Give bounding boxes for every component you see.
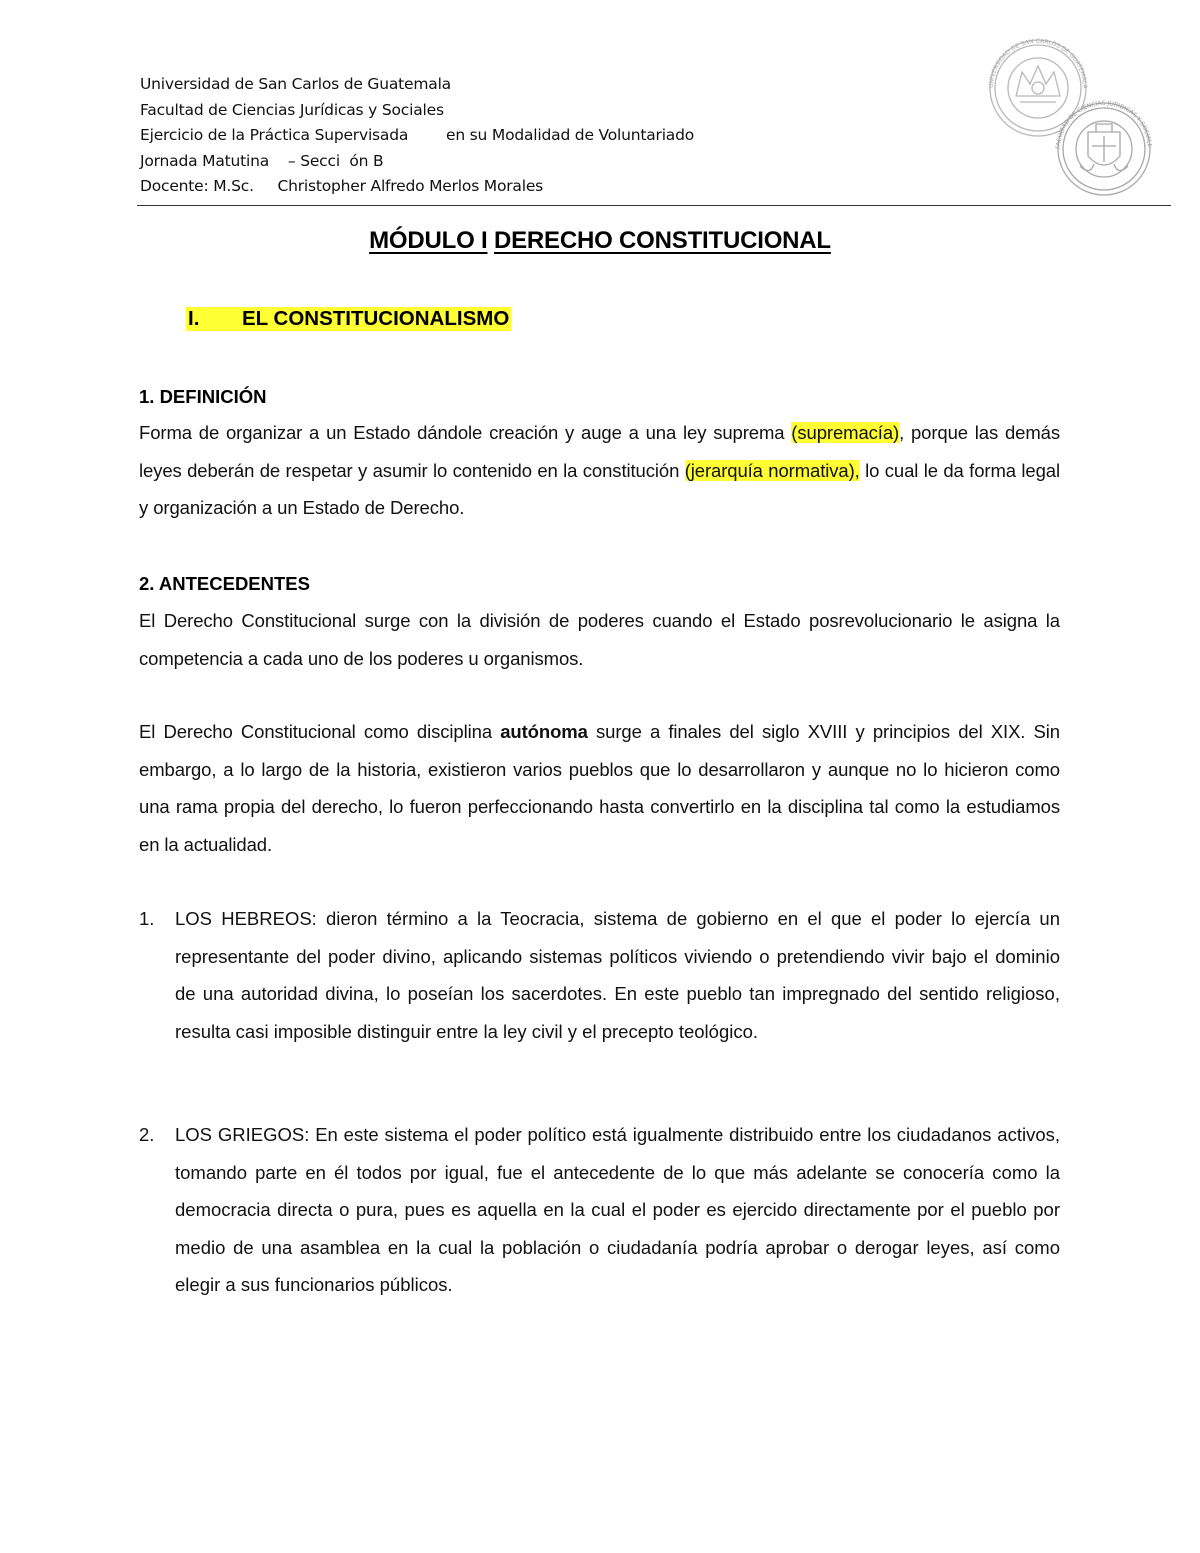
university-seals bbox=[972, 36, 1152, 206]
list-item-text: LOS GRIEGOS: En este sistema el poder político está igualmente distribuido entre los ciudadanos activos, tomando parte en él todos por igual, fue el antecedente de lo que más adelante se conocería como la democracia directa o pura, pues es aquella en la cual el poder es ejercido directamente por el pueblo por medio de una asamblea en la cual la población o ciudadanía podría aprobar o derogar leyes, así como elegir a sus funcionarios públicos. bbox=[175, 1124, 1060, 1296]
list-item-text: LOS HEBREOS: dieron término a la Teocracia, sistema de gobierno en el que el poder lo ejercía un representante del poder divino, aplicando sistemas políticos viviendo o pretendiendo vivir bajo el dominio de una autoridad divina, lo poseían los sacerdotes. En este pueblo tan impregnado del sentido religioso, resulta casi imposible distinguir entre la ley civil y el precepto teológico. bbox=[175, 908, 1060, 1042]
header-divider bbox=[137, 205, 1171, 206]
title-subject: DERECHO CONSTITUCIONAL bbox=[493, 227, 831, 254]
definicion-text-b: , porque las demás leyes deberán de respetar y asumir lo contenido en la constitución bbox=[139, 422, 1060, 481]
definicion-text-c: lo cual le da forma legal y organización a un Estado de Derecho. bbox=[139, 459, 1060, 519]
page-title bbox=[0, 227, 1200, 255]
antecedentes-paragraph-2 bbox=[139, 713, 1060, 863]
list-item bbox=[139, 1116, 1060, 1304]
list-item bbox=[139, 900, 1060, 1050]
seal1-text: UNIVERSIDAD DE SAN CARLOS DE GUATEMALA bbox=[987, 37, 1089, 89]
header-schedule: Jornada Matutina – Secci ón B bbox=[140, 151, 384, 170]
antecedentes-heading: 2. ANTECEDENTES bbox=[139, 573, 310, 594]
header-university: Universidad de San Carlos de Guatemala bbox=[140, 75, 451, 93]
antecedentes-p2-a: El Derecho Constitucional como disciplina bbox=[139, 721, 501, 742]
antecedentes-paragraph-1: El Derecho Constitucional surge con la división de poderes cuando el Estado posrevolucionario le asigna la competencia a cada uno de los poderes u organismos. bbox=[139, 610, 1060, 669]
seal-logo-icon bbox=[972, 36, 1152, 206]
highlight-jerarquia: (jerarquía normativa), bbox=[684, 459, 860, 481]
antecedentes-p2-bold: autónoma bbox=[500, 721, 588, 742]
header-teacher: Docente: M.Sc. Christopher Alfredo Merlos Morales bbox=[140, 177, 544, 195]
seal2-text: FACULTAD DE CIENCIAS JURIDICAS Y SOCIAL bbox=[1054, 99, 1152, 150]
list-item-number: 1. bbox=[139, 908, 155, 929]
definicion-paragraph bbox=[139, 414, 1060, 527]
document-header bbox=[140, 72, 694, 200]
definicion-text-a: Forma de organizar a un Estado dándole creación y auge a una ley suprema bbox=[139, 422, 792, 443]
section-heading bbox=[186, 307, 511, 331]
highlight-supremacia: (supremacía) bbox=[791, 422, 900, 443]
section-label: EL CONSTITUCIONALISMO bbox=[242, 307, 510, 330]
list-item-number: 2. bbox=[139, 1124, 155, 1145]
antecedentes-p2-b: surge a finales del siglo XVIII y principios del XIX. Sin embargo, a lo largo de la historia, existieron varios pueblos que lo desarrollaron y aunque no lo hicieron como una rama propia del derecho, lo fueron perfeccionando hasta convertirlo en la disciplina tal como la estudiamos en la actualidad. bbox=[139, 721, 1060, 855]
header-faculty: Facultad de Ciencias Jurídicas y Sociales bbox=[140, 100, 444, 119]
title-module: MÓDULO I bbox=[369, 227, 488, 254]
section-number: I. bbox=[188, 307, 200, 330]
header-course: Ejercicio de la Práctica Supervisada en su Modalidad de Voluntariado bbox=[140, 126, 695, 144]
definicion-heading: 1. DEFINICIÓN bbox=[139, 386, 267, 407]
